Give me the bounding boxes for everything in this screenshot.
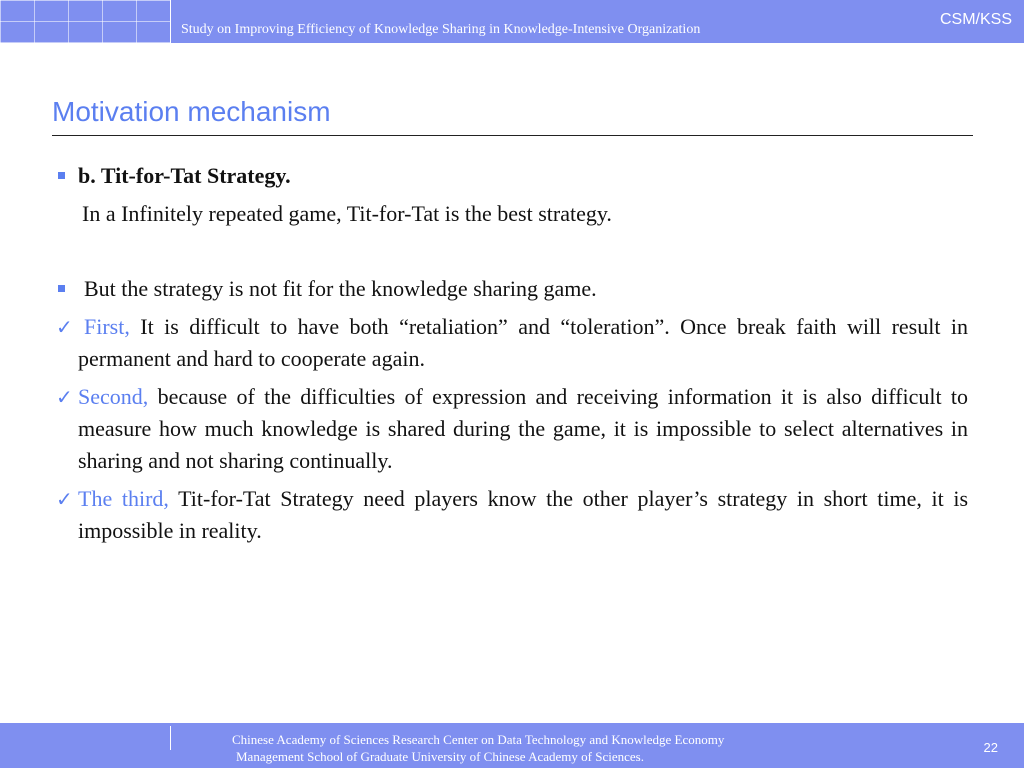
square-bullet-icon [58,172,65,179]
check-item-lead: The third, [78,486,179,511]
header-subtitle: Study on Improving Efficiency of Knowledge Sharing in Knowledge-Intensive Organization [181,22,701,37]
header-grid-decoration [0,0,170,43]
bullet-item-1-text: In a Infinitely repeated game, Tit-for-Tat is the best strategy. [82,201,612,226]
footer-line-2: Management School of Graduate University of Chinese Academy of Sciences. [236,749,644,764]
check-item-text: It is difficult to have both “retaliation” and “toleration”. Once break faith will result in permanent and hard to cooperate again. [78,314,968,371]
check-item-first [56,311,968,375]
checkmark-icon: ✓ [56,315,73,339]
square-bullet-icon [58,285,65,292]
header-badge: CSM/KSS [939,11,1012,28]
bullet-heading: b. Tit-for-Tat Strategy. [78,163,291,188]
page-number: 22 [983,740,998,755]
check-item-lead: Second, [78,384,158,409]
check-item-text: Tit-for-Tat Strategy need players know the other player’s strategy in short time, it is impossible in reality. [78,486,969,543]
bullet-item-2-text: But the strategy is not fit for the knowledge sharing game. [84,276,597,301]
checkmark-icon: ✓ [56,487,73,511]
slide-content [56,160,968,547]
slide-title: Motivation mechanism [52,96,331,127]
spacer [56,230,968,273]
check-item-third [56,483,968,547]
checkmark-icon: ✓ [56,385,73,409]
title-underline [52,135,973,136]
bullet-item-2 [56,273,968,305]
check-item-second [56,381,968,477]
check-item-text: because of the difficulties of expression and receiving information it is also difficult to measure how much knowledge is shared during the game, it is impossible to select alternatives in sharing and not sharing continually. [78,384,969,473]
footer-band [0,723,1024,768]
footer-divider [170,726,171,750]
footer-line-1: Chinese Academy of Sciences Research Center on Data Technology and Knowledge Economy [232,732,725,747]
bullet-item-1 [56,160,968,192]
check-item-lead: First, [84,314,141,339]
header-divider [170,0,171,43]
header-band [0,0,1024,43]
